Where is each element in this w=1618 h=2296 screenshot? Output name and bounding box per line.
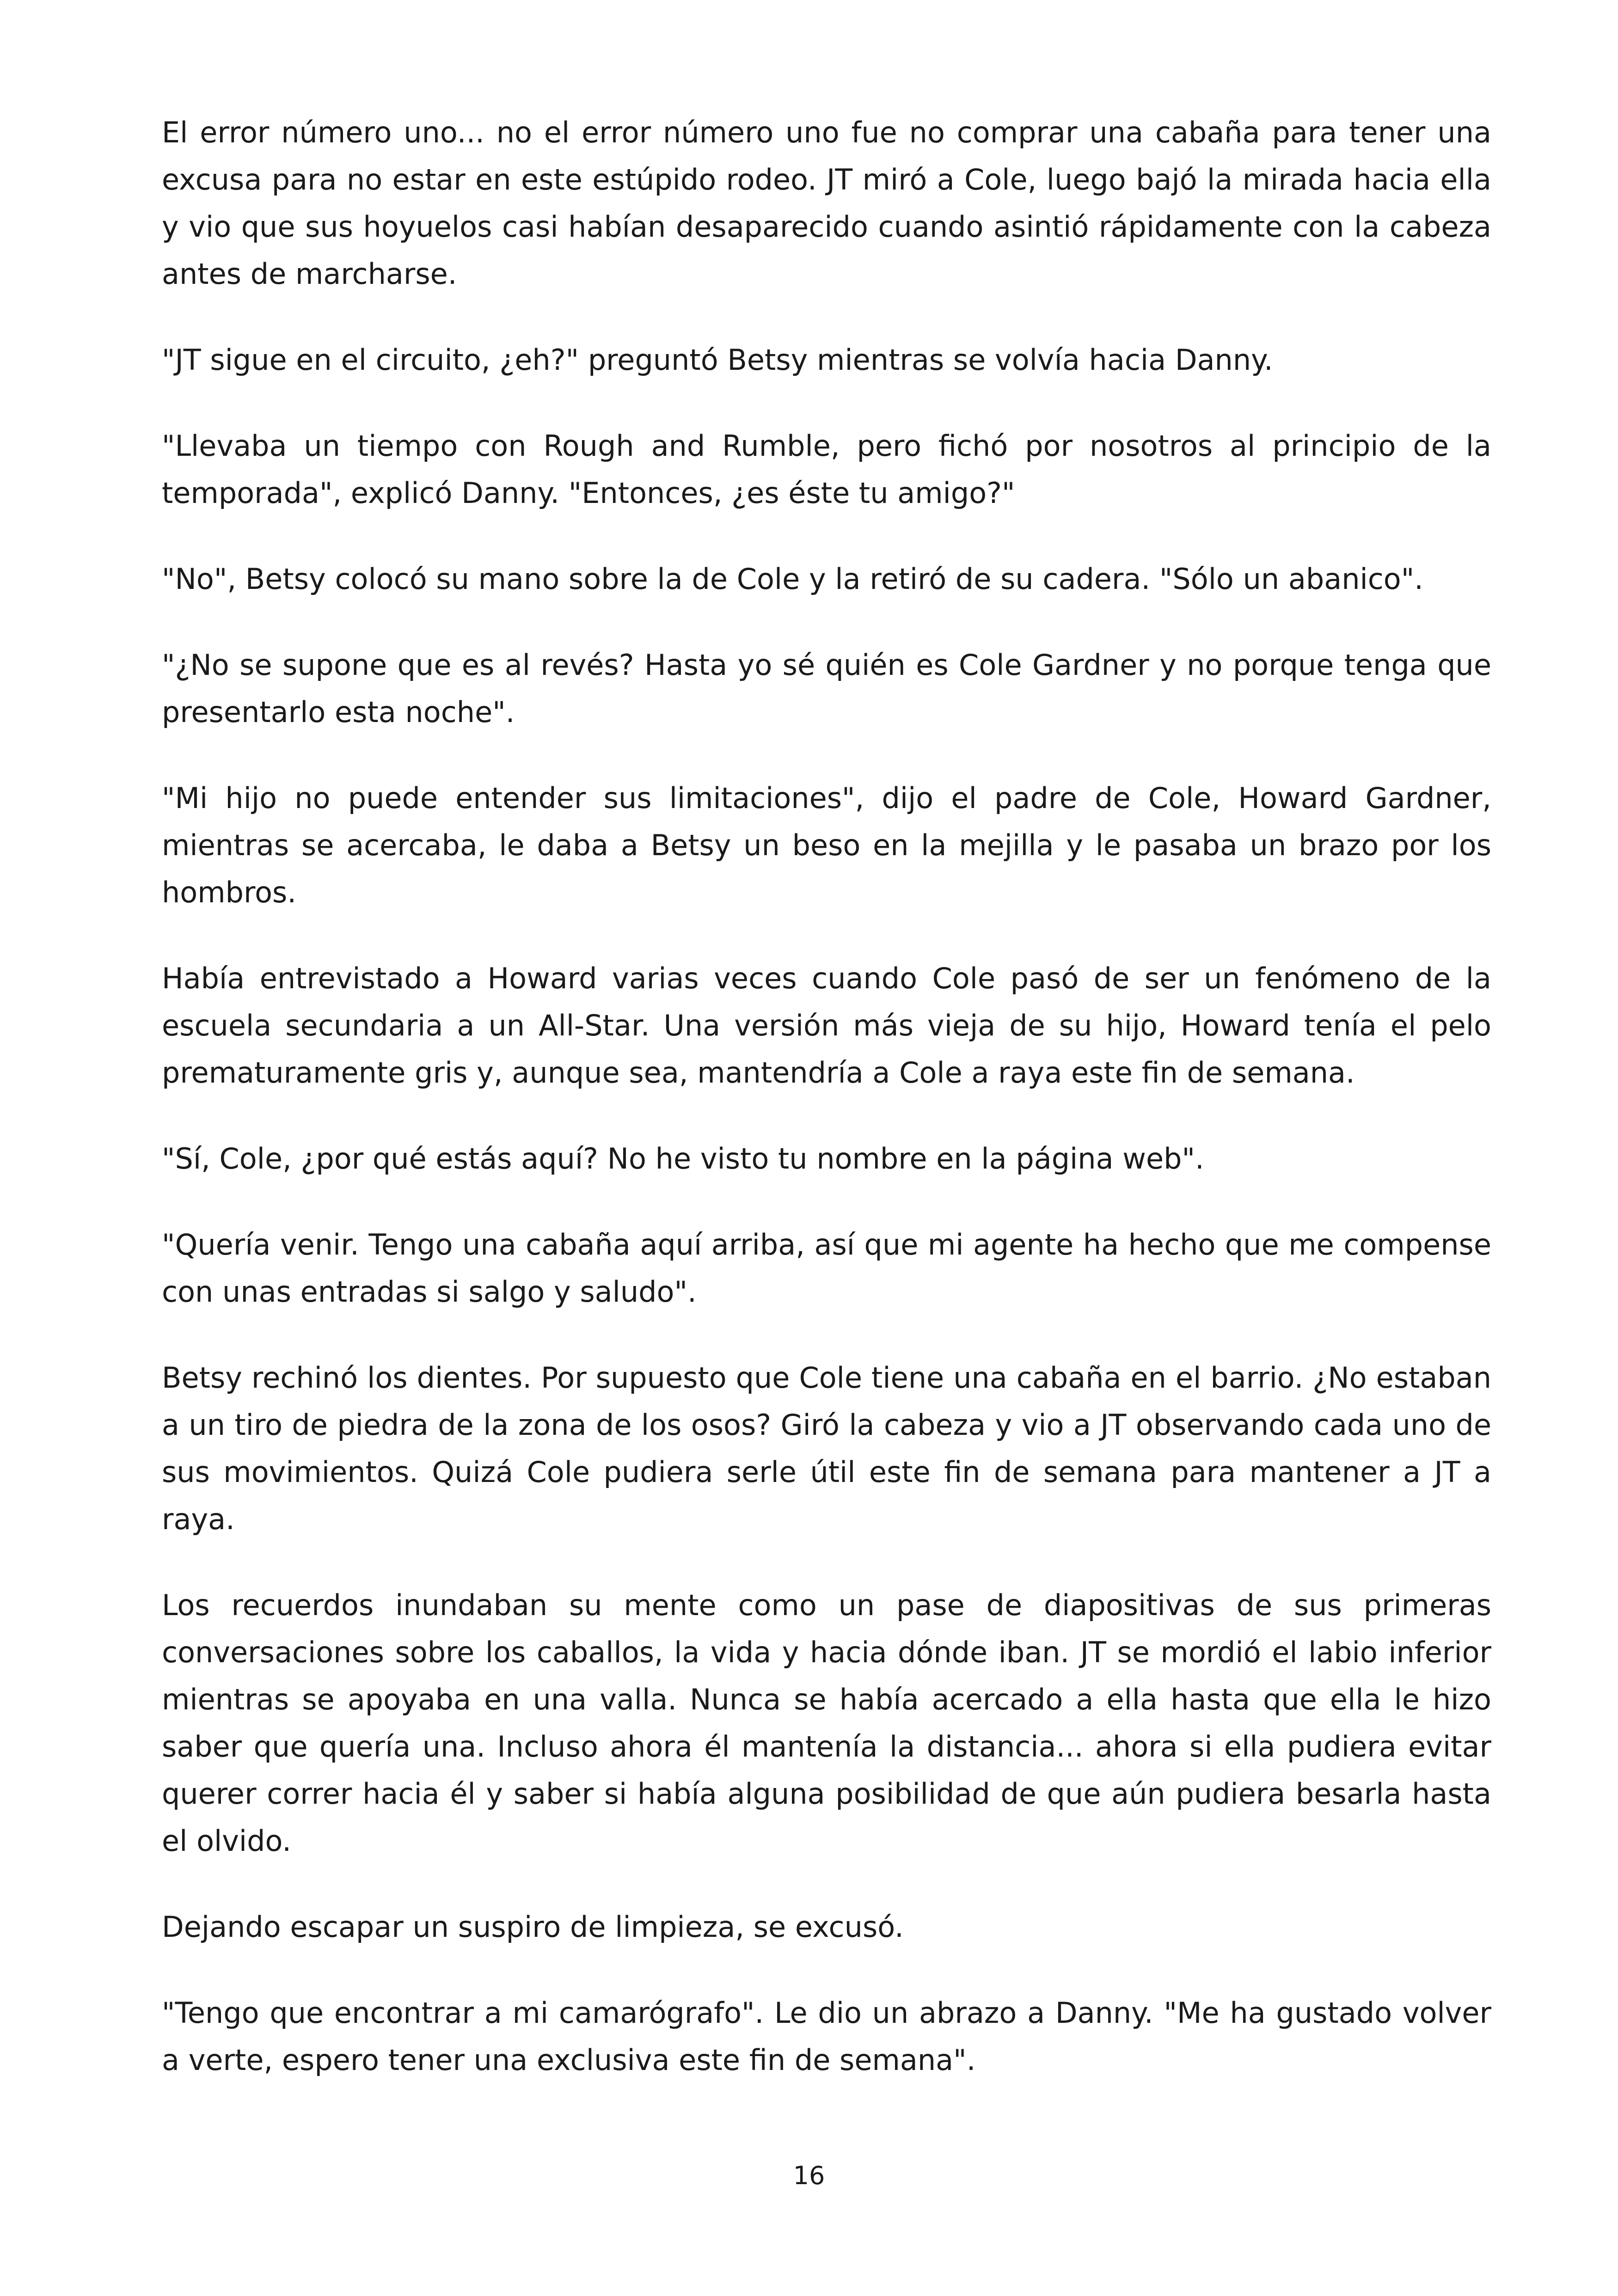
- paragraph: Los recuerdos inundaban su mente como un pase de diapositivas de sus primeras conversaciones sobre los caballos, la vida y hacia dónde iban. JT se mordió el labio inferior mientras se apoyaba en una valla. Nunca se había acercado a ella hasta que ella le hizo saber que quería una. Incluso ahora él mantenía la distancia... ahora si ella pudiera evitar querer correr hacia él y saber si había alguna posibilidad de que aún pudiera besarla hasta el olvido.: [162, 1588, 1491, 1858]
- paragraph: Betsy rechinó los dientes. Por supuesto que Cole tiene una cabaña en el barrio. ¿No estaban a un tiro de piedra de la zona de los osos? Giró la cabeza y vio a JT observando cada uno de sus movimientos. Quizá Cole pudiera serle útil este fin de semana para mantener a JT a raya.: [162, 1361, 1491, 1536]
- paragraph: "¿No se supone que es al revés? Hasta yo sé quién es Cole Gardner y no porque tenga que presentarlo esta noche".: [162, 648, 1491, 729]
- page-number: 16: [793, 2161, 825, 2190]
- paragraph: "JT sigue en el circuito, ¿eh?" preguntó Betsy mientras se volvía hacia Danny.: [162, 343, 1273, 377]
- paragraph: "Mi hijo no puede entender sus limitaciones", dijo el padre de Cole, Howard Gardner, mientras se acercaba, le daba a Betsy un beso en la mejilla y le pasaba un brazo por los hombros.: [162, 781, 1491, 909]
- paragraph: "Sí, Cole, ¿por qué estás aquí? No he visto tu nombre en la página web".: [162, 1142, 1204, 1176]
- paragraph: "No", Betsy colocó su mano sobre la de Cole y la retiró de su cadera. "Sólo un abanico".: [162, 562, 1423, 596]
- paragraph: "Tengo que encontrar a mi camarógrafo". Le dio un abrazo a Danny. "Me ha gustado volver a verte, espero tener una exclusiva este fin de semana".: [162, 1996, 1491, 2077]
- paragraph: Había entrevistado a Howard varias veces cuando Cole pasó de ser un fenómeno de la escuela secundaria a un All-Star. Una versión más vieja de su hijo, Howard tenía el pelo prematuramente gris y, aunque sea, mantendría a Cole a raya este fin de semana.: [162, 961, 1491, 1090]
- paragraph: Dejando escapar un suspiro de limpieza, se excusó.: [162, 1910, 904, 1944]
- paragraph: "Quería venir. Tengo una cabaña aquí arriba, así que mi agente ha hecho que me compense con unas entradas si salgo y saludo".: [162, 1228, 1491, 1309]
- paragraph: "Llevaba un tiempo con Rough and Rumble, pero fichó por nosotros al principio de la temporada", explicó Danny. "Entonces, ¿es éste tu amigo?": [162, 429, 1491, 510]
- paragraph: El error número uno... no el error número uno fue no comprar una cabaña para tener una excusa para no estar en este estúpido rodeo. JT miró a Cole, luego bajó la mirada hacia ella y vio que sus hoyuelos casi habían desaparecido cuando asintió rápidamente con la cabeza antes de marcharse.: [162, 116, 1491, 291]
- body-text: [162, 109, 1491, 2123]
